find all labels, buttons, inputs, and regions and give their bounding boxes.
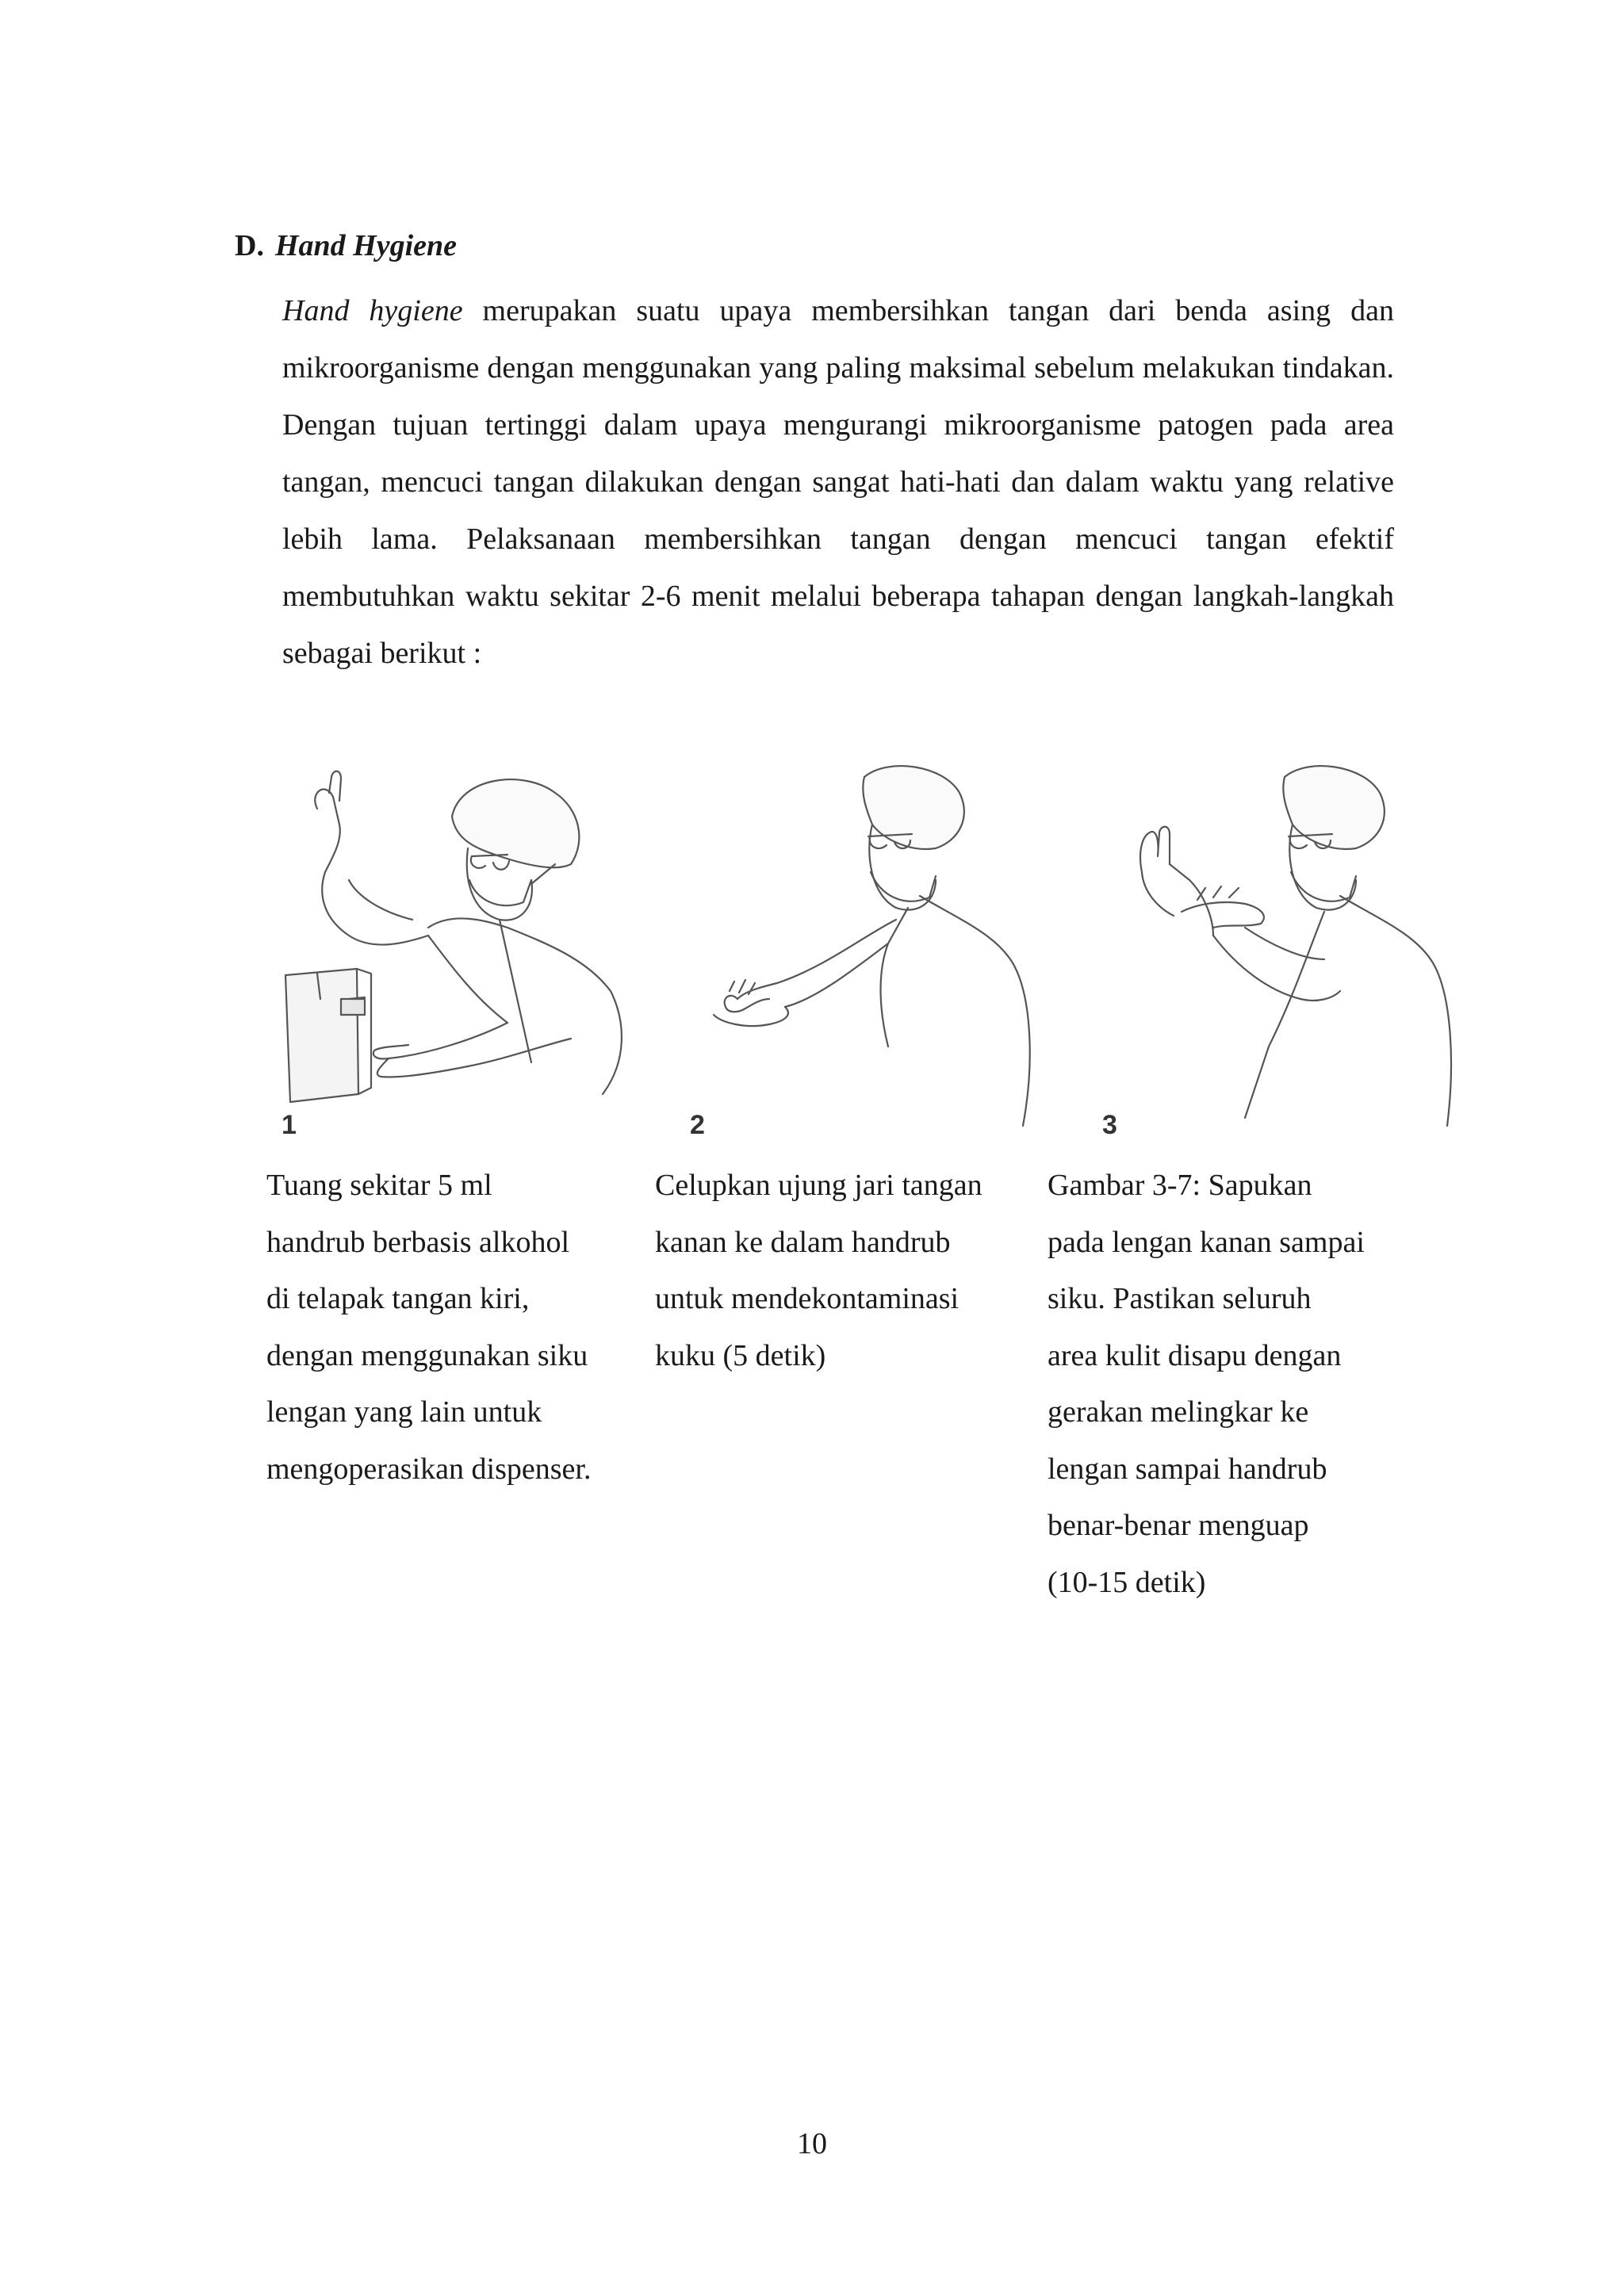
caption-line: benar-benar menguap: [1048, 1509, 1309, 1542]
caption-line: (10-15 detik): [1048, 1565, 1206, 1599]
caption-line: Tuang sekitar 5 ml: [266, 1169, 492, 1202]
caption-line: untuk mendekontaminasi: [655, 1282, 959, 1315]
caption-line: dengan menggunakan siku: [266, 1338, 588, 1372]
caption-step-1: [266, 1158, 591, 1498]
caption-line: Gambar 3-7: Sapukan: [1048, 1169, 1312, 1202]
forearm-rub-illustration: [1094, 761, 1475, 1142]
caption-line: siku. Pastikan seluruh: [1048, 1282, 1312, 1315]
illustration-row: [270, 761, 1435, 1158]
dispenser-illustration: [270, 761, 666, 1142]
caption-line: area kulit disapu dengan: [1048, 1338, 1342, 1372]
section-letter: D.: [235, 229, 264, 262]
caption-line: lengan yang lain untuk: [266, 1395, 542, 1429]
fingertip-dip-illustration: [682, 761, 1063, 1142]
caption-line: pada lengan kanan sampai: [1048, 1225, 1365, 1259]
caption-line: kanan ke dalam handrub: [655, 1225, 951, 1259]
body-paragraph: [282, 282, 1394, 682]
caption-step-2: [655, 1158, 982, 1384]
caption-line: Celupkan ujung jari tangan: [655, 1169, 982, 1202]
caption-step-3: [1048, 1158, 1365, 1611]
caption-line: handrub berbasis alkohol: [266, 1225, 570, 1259]
caption-line: di telapak tangan kiri,: [266, 1282, 530, 1315]
section-title: Hand Hygiene: [274, 229, 457, 262]
caption-line: lengan sampai handrub: [1048, 1452, 1327, 1486]
caption-line: mengoperasikan dispenser.: [266, 1452, 592, 1486]
page-number: 10: [797, 2127, 827, 2160]
figure-3-number: 3: [1102, 1110, 1117, 1140]
paragraph-body-text: merupakan suatu upaya membersihkan tangan dari benda asing dan mikroorganisme dengan menggunakan yang paling maksimal sebelum melakukan tindakan. Dengan tujuan tertinggi dalam upaya mengurangi mikroorganisme patogen pada area tangan, mencuci tangan dilakukan dengan sangat hati-hati dan dalam waktu yang relative lebih lama. Pelaksanaan membersihkan tangan dengan mencuci tangan efektif membutuhkan waktu sekitar 2-6 menit melalui beberapa tahapan dengan langkah-langkah sebagai berikut :: [282, 294, 1394, 670]
caption-line: kuku (5 detik): [655, 1338, 826, 1372]
caption-line: gerakan melingkar ke: [1048, 1395, 1309, 1429]
figure-2-number: 2: [690, 1110, 705, 1140]
paragraph-lead-term: Hand hygiene: [282, 294, 463, 327]
section-heading: [235, 228, 457, 263]
figure-1-number: 1: [282, 1110, 297, 1140]
